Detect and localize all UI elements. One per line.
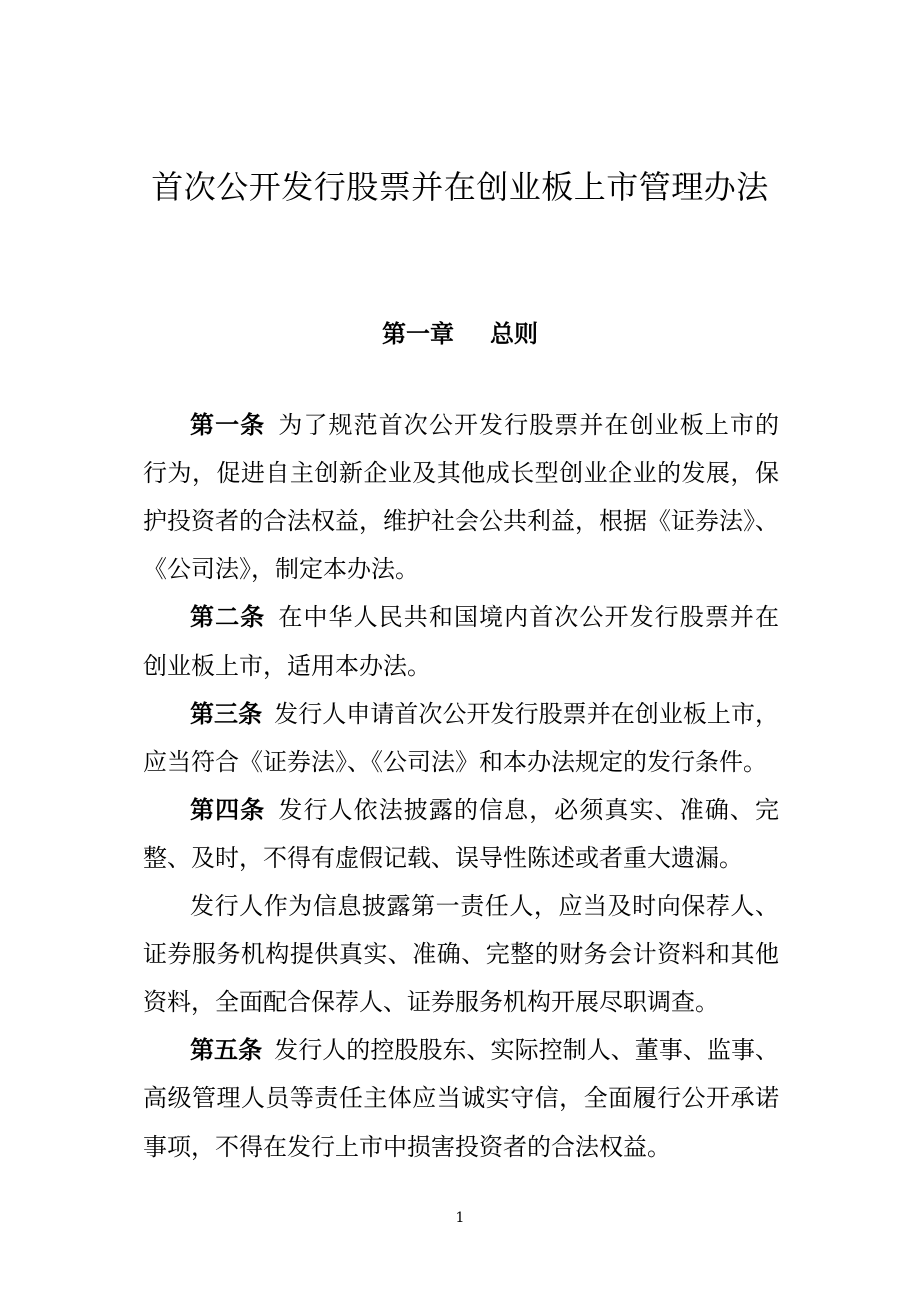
- paragraph-text: 应当符合《证券法》、《公司法》和本办法规定的发行条件。: [143, 748, 767, 776]
- paragraph-text: 整、及时，不得有虚假记载、误导性陈述或者重大遗漏。: [143, 844, 743, 872]
- paragraph-line: [143, 554, 779, 584]
- paragraph-text: 在中华人民共和国境内首次公开发行股票并在: [277, 603, 780, 631]
- paragraph-line: [143, 506, 779, 536]
- paragraph-line: [143, 458, 779, 488]
- paragraph-line: [143, 843, 779, 873]
- paragraph-line: [190, 699, 779, 729]
- paragraph-text: 发行人依法披露的信息，必须真实、准确、完: [277, 796, 780, 824]
- paragraph-text: 发行人申请首次公开发行股票并在创业板上市，: [274, 700, 779, 728]
- paragraph-line: [190, 1035, 779, 1065]
- paragraph-text: 为了规范首次公开发行股票并在创业板上市的: [277, 411, 780, 439]
- paragraph-text: 发行人作为信息披露第一责任人，应当及时向保荐人、: [190, 892, 779, 920]
- paragraph-text: 高级管理人员等责任主体应当诚实守信，全面履行公开承诺: [143, 1084, 779, 1112]
- document-title: 首次公开发行股票并在创业板上市管理办法: [151, 168, 769, 206]
- paragraph-text: 护投资者的合法权益，维护社会公共利益，根据《证券法》、: [143, 507, 779, 535]
- paragraph-line: [190, 602, 779, 632]
- paragraph-line: [190, 795, 779, 825]
- paragraph-text: 证券服务机构提供真实、准确、完整的财务会计资料和其他: [143, 940, 779, 968]
- paragraph-text: 行为，促进自主创新企业及其他成长型创业企业的发展，保: [143, 459, 779, 487]
- chapter-heading: [0, 314, 920, 349]
- paragraph-text: 事项，不得在发行上市中损害投资者的合法权益。: [143, 1133, 671, 1161]
- article-number: 第二条: [190, 603, 266, 631]
- article-number: 第一条: [190, 411, 266, 439]
- article-number: 第五条: [190, 1036, 263, 1064]
- page-number: 1: [455, 1210, 465, 1226]
- paragraph-line: [143, 939, 779, 969]
- chapter-name: 总则: [490, 319, 538, 348]
- paragraph-text: 发行人的控股股东、实际控制人、董事、监事、: [274, 1036, 779, 1064]
- paragraph-text: 《公司法》，制定本办法。: [143, 555, 419, 583]
- chapter-number: 第一章: [382, 319, 454, 348]
- paragraph-line: [143, 1083, 779, 1113]
- paragraph-text: 资料，全面配合保荐人、证券服务机构开展尽职调查。: [143, 988, 719, 1016]
- paragraph-line: [190, 891, 779, 921]
- paragraph-line: [143, 651, 779, 681]
- paragraph-line: [143, 987, 779, 1017]
- paragraph-line: [143, 747, 779, 777]
- article-number: 第三条: [190, 700, 263, 728]
- paragraph-text: 创业板上市，适用本办法。: [143, 652, 431, 680]
- paragraph-line: [143, 1132, 779, 1162]
- paragraph-line: [190, 410, 779, 440]
- article-number: 第四条: [190, 796, 266, 824]
